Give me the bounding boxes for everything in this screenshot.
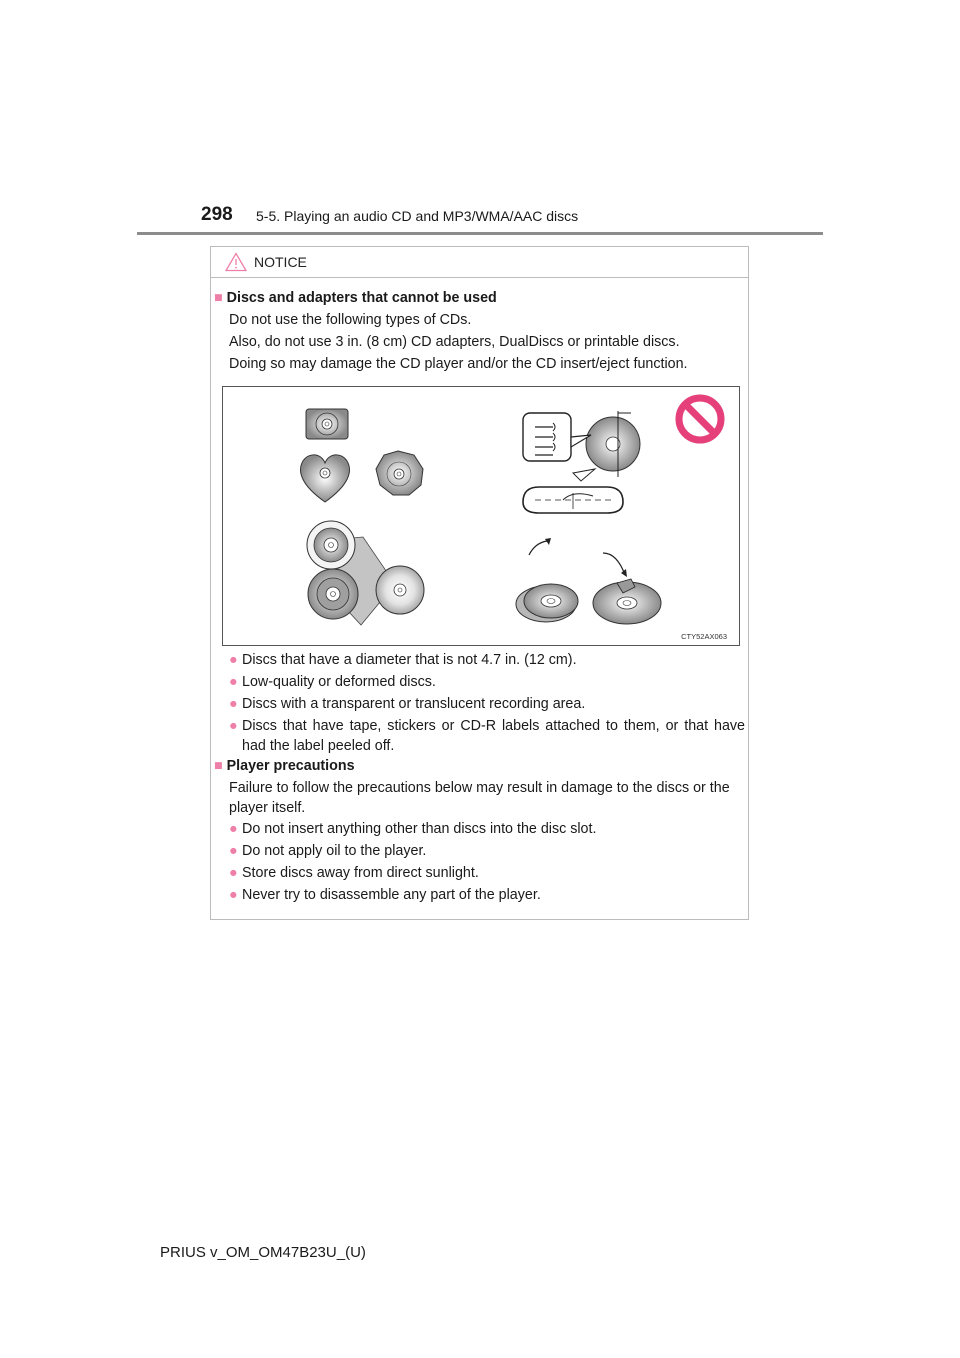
paragraph-line: Do not use the following types of CDs.: [229, 312, 472, 328]
circle-bullet-icon: ●: [229, 718, 238, 734]
deformed-disc-icon: [523, 411, 640, 513]
list-item: ● Never try to disassemble any part of the player.: [229, 887, 541, 903]
notice-label: NOTICE: [254, 254, 307, 270]
list-item: ● Discs that have a diameter that is not 4.7 in. (12 cm).: [229, 652, 577, 668]
circle-bullet-icon: ●: [229, 865, 238, 881]
circle-bullet-icon: ●: [229, 652, 238, 668]
circle-bullet-icon: ●: [229, 887, 238, 903]
circle-bullet-icon: ●: [229, 674, 238, 690]
square-bullet-icon: ■: [214, 758, 223, 774]
paragraph-line: Also, do not use 3 in. (8 cm) CD adapters, DualDiscs or printable discs.: [229, 334, 680, 350]
heading-text: Player precautions: [226, 758, 355, 774]
section-heading-player: [214, 758, 355, 774]
square-disc-icon: [306, 409, 348, 439]
notice-header: [211, 247, 748, 278]
heart-disc-icon: [301, 455, 350, 502]
circle-bullet-icon: ●: [229, 843, 238, 859]
illustration-graphic: [223, 387, 741, 647]
list-item: ● Store discs away from direct sunlight.: [229, 865, 479, 881]
cd-adapter-icon: [307, 521, 424, 625]
list-item: ● Discs that have tape, stickers or CD-R labels attached to them, or that have had the label peeled off.: [229, 718, 745, 754]
footer-model: PRIUS v_OM_OM47B23U_(U): [160, 1244, 366, 1261]
paragraph-line: Doing so may damage the CD player and/or the CD insert/eject function.: [229, 356, 688, 372]
polygon-disc-icon: [376, 451, 423, 495]
section-title: 5-5. Playing an audio CD and MP3/WMA/AAC discs: [256, 208, 579, 224]
circle-bullet-icon: ●: [229, 696, 238, 712]
list-item: ● Discs with a transparent or translucent recording area.: [229, 696, 586, 712]
warning-triangle-icon: [225, 252, 247, 272]
list-item: ● Do not insert anything other than discs into the disc slot.: [229, 821, 597, 837]
peeled-label-disc-icon: [516, 538, 578, 622]
illustration-code: CTY52AX063: [681, 632, 727, 641]
circle-bullet-icon: ●: [229, 821, 238, 837]
sticker-disc-icon: [593, 553, 661, 624]
paragraph-text: Failure to follow the precautions below may result in damage to the discs or the player itself.: [229, 780, 730, 816]
square-bullet-icon: ■: [214, 290, 223, 306]
section-heading-discs: [214, 290, 497, 306]
page-number: 298: [201, 204, 233, 225]
heading-text: Discs and adapters that cannot be used: [226, 290, 497, 306]
illustration-prohibited-discs: [222, 386, 740, 646]
prohibited-icon: [679, 398, 721, 440]
header-rule: [137, 232, 823, 235]
list-item: ● Low-quality or deformed discs.: [229, 674, 436, 690]
list-item: ● Do not apply oil to the player.: [229, 843, 427, 859]
